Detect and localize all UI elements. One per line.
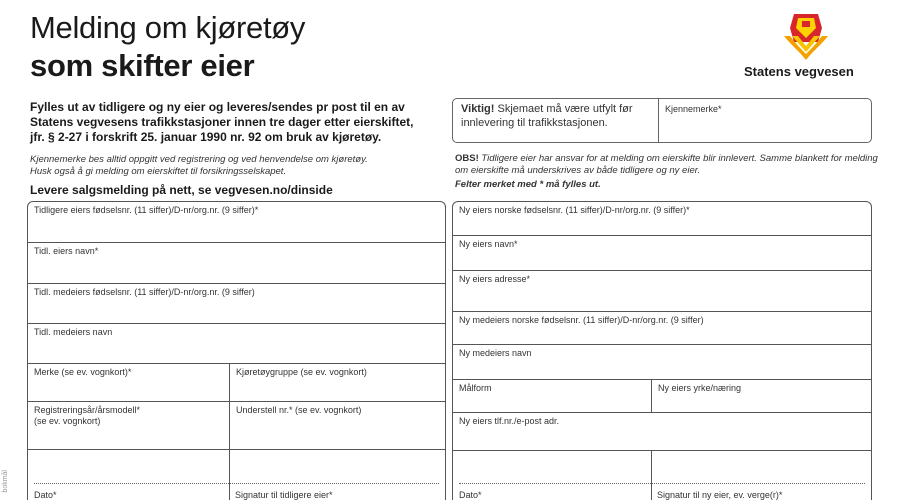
important-box	[452, 98, 872, 143]
signature-line	[459, 483, 865, 484]
important-text	[461, 102, 656, 130]
vehicle-group-field[interactable]	[229, 364, 445, 401]
important-label: Viktig!	[461, 103, 495, 115]
occupation-field[interactable]	[651, 380, 871, 412]
field-label: Tidligere eiers fødselsnr. (11 siffer)/D-nr/org.nr. (9 siffer)*	[34, 205, 259, 215]
field-label: Ny eiers norske fødselsnr. (11 siffer)/D-nr/org.nr. (9 siffer)*	[459, 205, 690, 215]
prev-owner-name-field[interactable]	[28, 243, 445, 284]
notice-line-2: Husk også å gi melding om eierskiftet til forsikringsselskapet.	[30, 166, 287, 177]
field-label: Målform	[459, 383, 492, 393]
date-field[interactable]: Dato*	[459, 490, 482, 500]
new-owner-section	[452, 201, 872, 500]
make-group-row	[28, 364, 445, 402]
form-title-line2: som skifter eier	[30, 48, 255, 83]
field-label: Ny eiers navn*	[459, 239, 518, 249]
reg-year-field[interactable]	[28, 402, 229, 449]
new-coowner-name-field[interactable]	[453, 345, 871, 380]
field-label: Kjøretøygruppe (se ev. vognkort)	[236, 367, 367, 377]
org-name: Statens vegvesen	[744, 64, 854, 79]
phone-email-field[interactable]	[453, 413, 871, 451]
make-field[interactable]	[28, 364, 229, 401]
field-label: Ny medeiers norske fødselsnr. (11 siffer)/D-nr/org.nr. (9 siffer)	[459, 315, 704, 325]
statens-vegvesen-logo	[778, 12, 834, 62]
field-label	[34, 405, 140, 427]
notice-line-1: Kjennemerke bes alltid oppgitt ved registrering og ved henvendelse om kjøretøy.	[30, 154, 368, 165]
new-owner-address-field[interactable]	[453, 271, 871, 312]
notice-text	[30, 154, 450, 178]
obs-notice	[455, 153, 885, 177]
field-label: Ny eiers adresse*	[459, 274, 531, 284]
online-notice: Levere salgsmelding på nett, se vegvesen.no/dinside	[30, 183, 333, 197]
previous-owner-section	[27, 201, 446, 500]
field-label: Tidl. medeiers fødselsnr. (11 siffer)/D-nr/org.nr. (9 siffer)	[34, 287, 255, 297]
field-label: Ny eiers yrke/næring	[658, 383, 742, 393]
reg-year-hint: (se ev. vognkort)	[34, 416, 101, 426]
field-label: Tidl. eiers navn*	[34, 246, 99, 256]
field-label: Understell nr.* (se ev. vognkort)	[236, 405, 362, 415]
obs-body: Tidligere eier har ansvar for at melding om eierskifte blir innlevert. Samme blankett for melding om eierskifte må underskrives av både tidligere og ny eier.	[455, 153, 878, 176]
new-coowner-id-field[interactable]	[453, 312, 871, 345]
new-owner-signature-field[interactable]: Signatur til ny eier, ev. verge(r)*	[657, 490, 783, 500]
new-owner-id-field[interactable]	[453, 202, 871, 236]
prev-owner-signature-field[interactable]: Signatur til tidligere eier*	[235, 490, 333, 500]
obs-label: OBS!	[455, 153, 479, 164]
prev-coowner-id-field[interactable]	[28, 284, 445, 324]
side-language-tag: bokmål	[2, 470, 9, 493]
reg-year-label: Registreringsår/årsmodell*	[34, 405, 141, 415]
form-title-line1: Melding om kjøretøy	[30, 10, 306, 45]
prev-owner-id-field[interactable]	[28, 202, 445, 243]
important-body: Skjemaet må være utfylt før innlevering til trafikkstasjonen.	[461, 103, 633, 129]
prev-coowner-name-field[interactable]	[28, 324, 445, 364]
chassis-field[interactable]	[229, 402, 445, 449]
date-field[interactable]: Dato*	[34, 490, 57, 500]
new-owner-name-field[interactable]	[453, 236, 871, 271]
field-label: Ny medeiers navn	[459, 348, 532, 358]
box-divider	[658, 99, 659, 142]
signature-divider	[229, 450, 230, 500]
signature-line	[34, 483, 439, 484]
signature-divider	[651, 451, 652, 500]
language-form-field[interactable]	[453, 380, 651, 412]
reg-chassis-row	[28, 402, 445, 450]
language-occupation-row	[453, 380, 871, 413]
mandatory-note: Felter merket med * må fylles ut.	[455, 179, 601, 190]
field-label: Tidl. medeiers navn	[34, 327, 113, 337]
field-label: Ny eiers tlf.nr./e-post adr.	[459, 416, 560, 426]
plate-field-label[interactable]: Kjennemerke*	[665, 104, 722, 114]
field-label: Merke (se ev. vognkort)*	[34, 367, 132, 377]
intro-instructions: Fylles ut av tidligere og ny eier og leveres/sendes pr post til en av Statens vegvesens trafikkstasjoner innen tre dager etter eierskiftet, jfr. § 2-27 i forskrift 25. januar 1990 nr. 92 om bruk av kjøretøy.	[30, 100, 414, 144]
